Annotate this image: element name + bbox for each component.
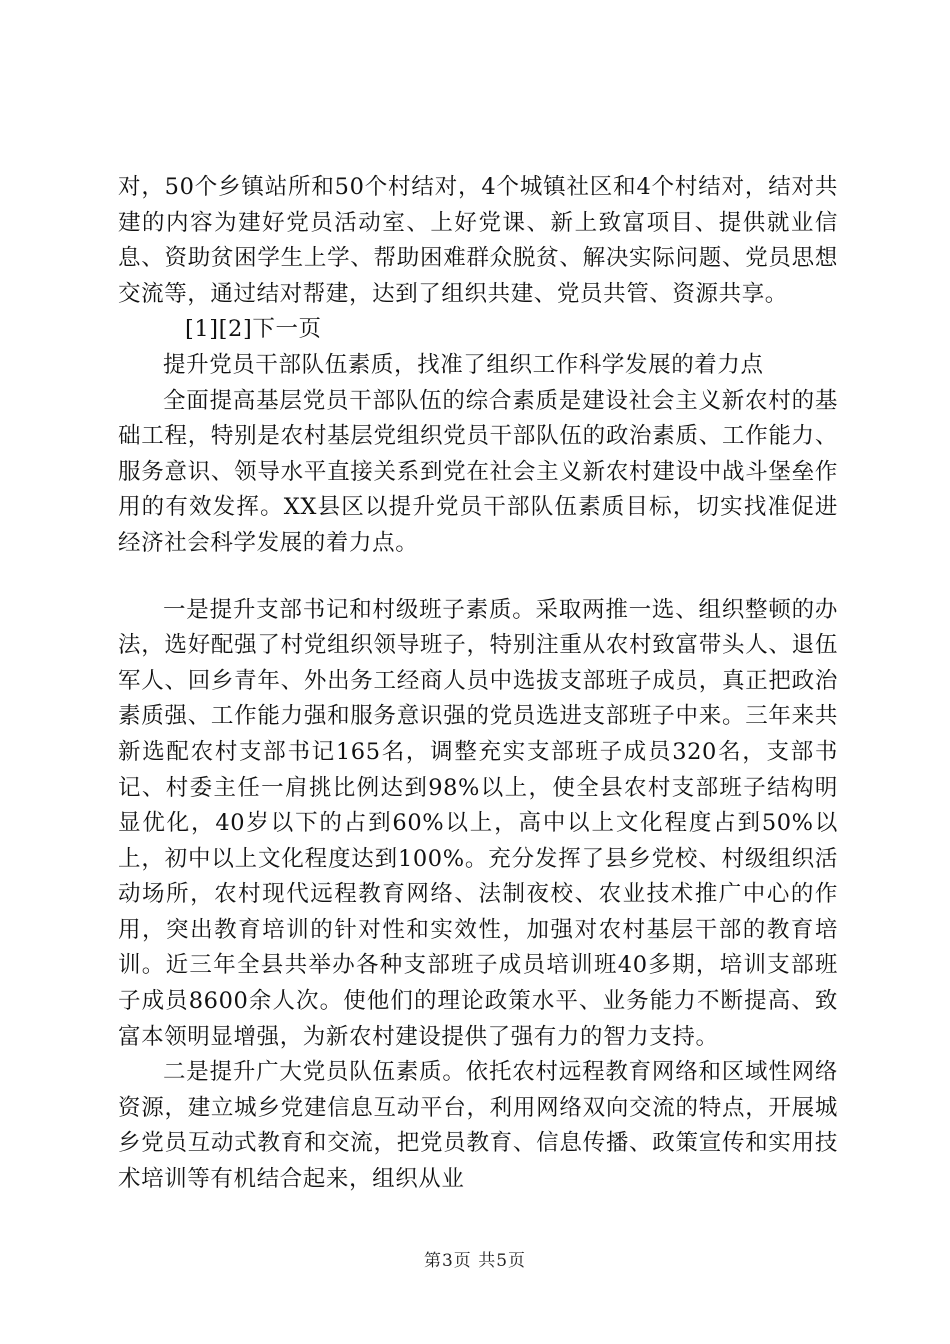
paragraph-continuation: 对，50个乡镇站所和50个村结对，4个城镇社区和4个村结对，结对共建的内容为建好党员活动室、上好党课、新上致富项目、提供就业信息、资助贫困学生上学、帮助困难群众脱贫、解决实际问题、党员思想交流等，通过结对帮建，达到了组织共建、党员共管、资源共享。 <box>118 174 838 307</box>
page-link-2[interactable]: [2] <box>218 316 253 343</box>
paragraph-point-two: 二是提升广大党员队伍素质。依托农村远程教育网络和区域性网络资源，建立城乡党建信息互动平台，利用网络双向交流的特点，开展城乡党员互动式教育和交流，把党员教育、信息传播、政策宣传和实用技术培训等有机结合起来，组织从业 <box>118 1059 838 1193</box>
paragraph-point-one: 一是提升支部书记和村级班子素质。采取两推一选、组织整顿的办法，选好配强了村党组织领导班子，特别注重从农村致富带头人、退伍军人、回乡青年、外出务工经商人员中选拔支部班子成员，真正把政治素质强、工作能力强和服务意识强的党员选进支部班子中来。三年来共新选配农村支部书记165名，调整充实支部班子成员320名，支部书记、村委主任一肩挑比例达到98%以上，使全县农村支部班子结构明显优化，40岁以下的占到60%以上，高中以上文化程度占到50%以上，初中以上文化程度达到100%。充分发挥了县乡党校、村级组织活动场所，农村现代远程教育网络、法制夜校、农业技术推广中心的作用，突出教育培训的针对性和实效性，加强对农村基层干部的教育培训。近三年全县共举办各种支部班子成员培训班40多期，培训支部班子成员8600余人次。使他们的理论政策水平、业务能力不断提高、致富本领明显增强，为新农村建设提供了强有力的智力支持。 <box>118 596 838 1050</box>
page-link-1[interactable]: [1] <box>185 316 219 343</box>
pagination-links <box>118 312 838 348</box>
document-body <box>118 170 838 1198</box>
page-footer: 第3页 共5页 <box>423 1251 527 1271</box>
paragraph-intro: 全面提高基层党员干部队伍的综合素质是建设社会主义新农村的基础工程，特别是农村基层党组织党员干部队伍的政治素质、工作能力、服务意识、领导水平直接关系到党在社会主义新农村建设中战斗堡垒作用的有效发挥。XX县区以提升党员干部队伍素质目标，切实找准促进经济社会科学发展的着力点。 <box>118 387 838 556</box>
section-heading: 提升党员干部队伍素质，找准了组织工作科学发展的着力点 <box>163 351 764 378</box>
next-page-link[interactable]: 下一页 <box>252 316 322 343</box>
